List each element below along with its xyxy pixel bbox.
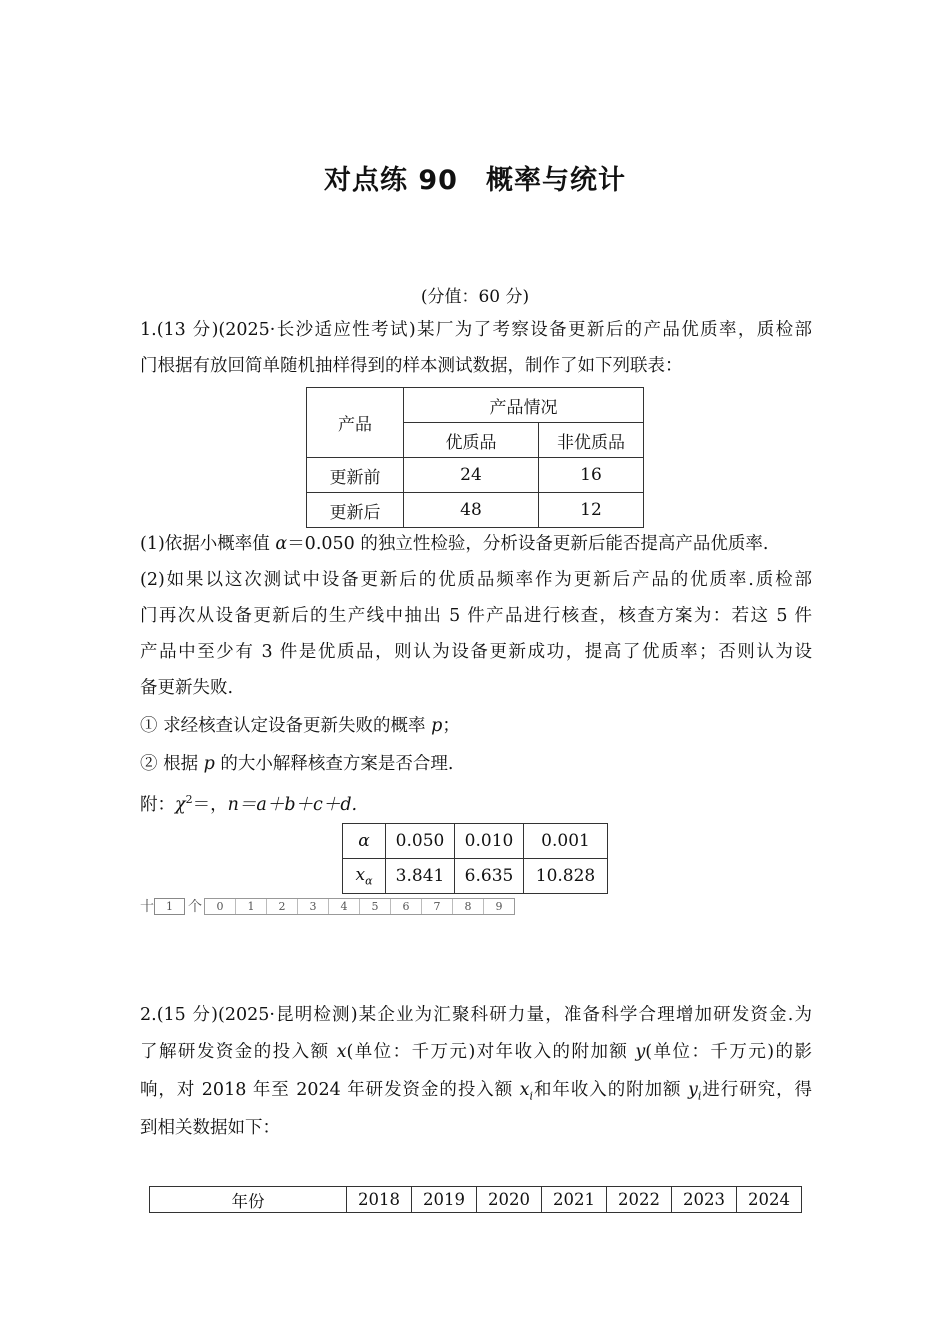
cell-value: 24: [404, 458, 539, 493]
table-group-header: 产品情况: [404, 388, 644, 423]
row-label: 更新后: [307, 493, 404, 528]
q2-line-4: 到相关数据如下：: [140, 1118, 280, 1138]
cell-value: 48: [404, 493, 539, 528]
table-row-header: 产品: [307, 388, 404, 458]
x-value: 3.841: [386, 859, 455, 894]
tally-digit-row: [204, 898, 515, 915]
row-label: 更新前: [307, 458, 404, 493]
tally-ten-box[interactable]: 1: [154, 898, 185, 915]
q2-line-3: 响，对 2018 年至 2024 年研发资金的投入额 $x_i$和年收入的附加额 $y_i$进行研究，得: [140, 1080, 813, 1103]
x-value: 10.828: [524, 859, 608, 894]
year-header: 年份: [150, 1187, 347, 1213]
alpha-value: 0.001: [524, 824, 608, 859]
tally-digit[interactable]: 3: [298, 899, 329, 914]
title-number: 对点练 90: [324, 165, 458, 196]
tally-digit[interactable]: 6: [391, 899, 422, 914]
q1-sub-1: ① 求经核查认定设备更新失败的概率 p；: [140, 716, 460, 736]
alpha-value: 0.050: [386, 824, 455, 859]
q1-part-2-line-1: (2)如果以这次测试中设备更新后的优质品频率作为更新后产品的优质率.质检部: [140, 570, 812, 590]
q1-line-2: 门根据有放回简单随机抽样得到的样本测试数据，制作了如下列联表：: [140, 356, 683, 376]
tally-ten-label: 十: [140, 899, 154, 915]
critical-value-table: [342, 823, 608, 894]
tally-digit[interactable]: 2: [267, 899, 298, 914]
tally-unit-label: 个: [188, 899, 202, 915]
tally-digit[interactable]: 7: [422, 899, 453, 914]
year-cell: 2022: [607, 1187, 672, 1213]
cell-value: 12: [539, 493, 644, 528]
year-cell: 2024: [737, 1187, 802, 1213]
year-cell: 2021: [542, 1187, 607, 1213]
year-table: [149, 1186, 802, 1213]
tally-digit[interactable]: 5: [360, 899, 391, 914]
q1-part-1: (1)依据小概率值 α＝0.050 的独立性检验，分析设备更新后能否提高产品优质率.: [140, 534, 769, 554]
q1-sub-2: ② 根据 p 的大小解释核查方案是否合理.: [140, 754, 454, 774]
tally-digit[interactable]: 1: [236, 899, 267, 914]
year-cell: 2018: [347, 1187, 412, 1213]
year-cell: 2020: [477, 1187, 542, 1213]
x-alpha-label: $x_\alpha$: [343, 859, 386, 894]
score-tally: [140, 897, 515, 915]
tally-digit[interactable]: 4: [329, 899, 360, 914]
tally-digit[interactable]: 9: [495, 899, 503, 913]
q1-line-1: 1.(13 分)(2025·长沙适应性考试)某厂为了考察设备更新后的产品优质率，质检部: [140, 320, 812, 340]
year-cell: 2023: [672, 1187, 737, 1213]
alpha-value: 0.010: [455, 824, 524, 859]
page-title: [0, 158, 950, 197]
cell-value: 16: [539, 458, 644, 493]
q1-appendix: 附：$\chi^2=$，n＝a＋b＋c＋d.: [140, 793, 358, 815]
contingency-table: [306, 387, 644, 528]
score-note: (分值：60 分): [420, 287, 530, 307]
q1-part-2-line-3: 产品中至少有 3 件是优质品，则认为设备更新成功，提高了优质率；否则认为设: [140, 642, 812, 662]
q1-part-2-line-2: 门再次从设备更新后的生产线中抽出 5 件产品进行核查，核查方案为：若这 5 件: [140, 606, 812, 626]
x-value: 6.635: [455, 859, 524, 894]
q1-part-2-line-4: 备更新失败.: [140, 678, 234, 698]
table-col-not-good: 非优质品: [539, 423, 644, 458]
tally-digit[interactable]: 8: [453, 899, 484, 914]
title-topic: 概率与统计: [485, 165, 626, 196]
year-cell: 2019: [412, 1187, 477, 1213]
alpha-label: α: [343, 824, 386, 859]
q2-line-1: 2.(15 分)(2025·昆明检测)某企业为汇聚科研力量，准备科学合理增加研发资金.为: [140, 1005, 812, 1025]
table-row: [307, 458, 644, 493]
tally-digit[interactable]: 0: [205, 899, 236, 914]
table-col-good: 优质品: [404, 423, 539, 458]
table-row: [307, 493, 644, 528]
q2-line-2: 了解研发资金的投入额 x(单位：千万元)对年收入的附加额 y(单位：千万元)的影: [140, 1042, 813, 1062]
